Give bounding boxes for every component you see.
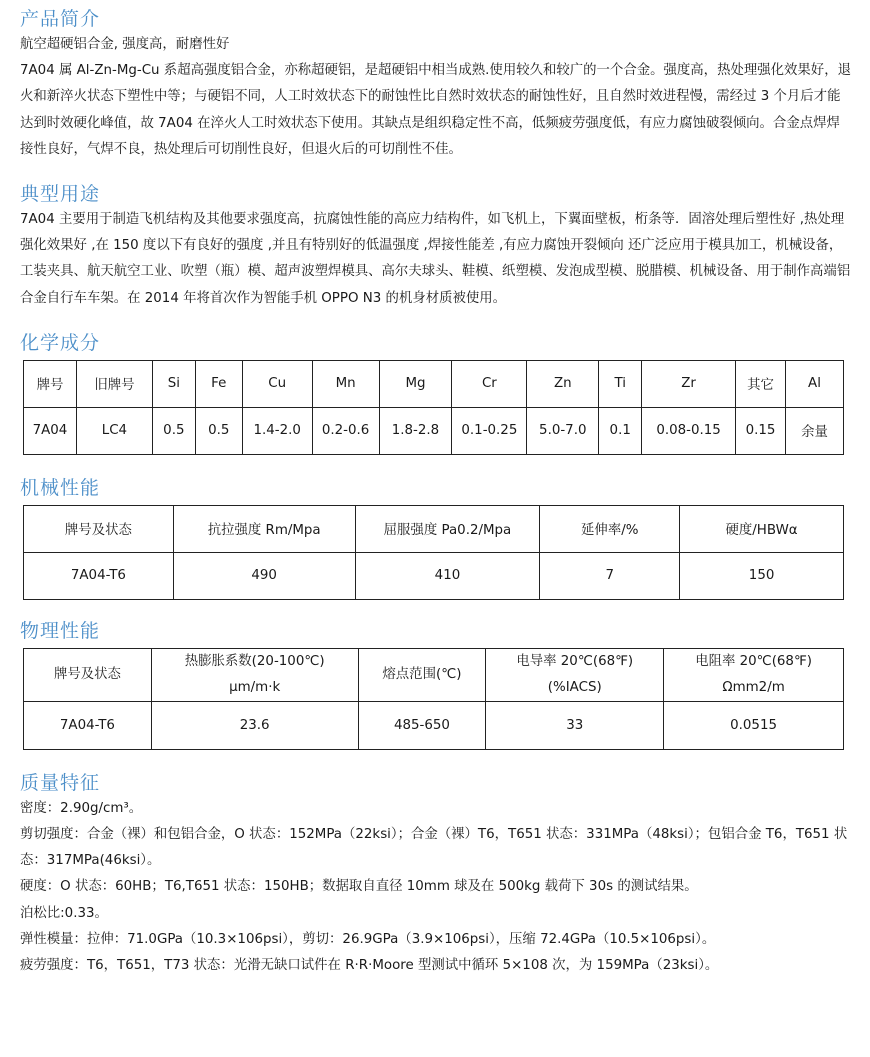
header-unit: (%IACS) [547,679,602,695]
table-cell: 0.0515 [664,701,844,749]
table-cell: 0.2-0.6 [312,407,379,454]
table-header-cell: Ti [599,360,642,407]
composition-table [23,360,844,455]
table-cell: 7A04-T6 [24,552,174,599]
mechanical-table [23,505,844,600]
intro-title: 产品简介 [20,8,101,30]
composition-title: 化学成分 [20,331,101,354]
header-line: 熔点范围(℃) [382,666,462,682]
table-cell: 7A04-T6 [24,701,152,749]
physical-title: 物理性能 [20,619,101,642]
table-cell: 7 [540,552,680,599]
intro-subtitle: 航空超硬铝合金, 强度高，耐磨性好 [20,37,230,52]
table-header-cell: Mg [379,360,452,407]
table-header-cell: Zr [642,360,736,407]
header-unit: μm/m·k [229,679,281,695]
table-cell: 1.4-2.0 [242,407,312,454]
mechanical-header-row [24,505,844,552]
table-header-cell: 硬度/HBWα [680,505,844,552]
header-unit: Ωmm2/m [722,679,785,695]
table-header-cell: Cu [242,360,312,407]
composition-header-row [24,360,844,407]
usage-title: 典型用途 [20,183,101,206]
table-cell: 490 [173,552,355,599]
header-line: 电导率 20℃(68℉) [516,653,634,669]
physical-table [23,648,844,750]
table-cell: 1.8-2.8 [379,407,452,454]
table-header-cell: 牌号 [24,360,77,407]
table-header-cell [24,648,152,701]
table-header-cell: Zn [527,360,599,407]
table-cell: 余量 [786,407,844,454]
table-header-cell: 屈服强度 Pa0.2/Mpa [355,505,540,552]
table-header-cell: Si [152,360,195,407]
intro-section [20,6,852,163]
table-header-cell: Al [786,360,844,407]
header-line: 电阻率 20℃(68℉) [695,653,812,669]
table-cell: 7A04 [24,407,77,454]
quality-title: 质量特征 [20,771,101,794]
quality-density: 密度：2.90g/cm³。 [20,800,143,816]
table-header-cell: 其它 [736,360,786,407]
table-header-cell [358,648,486,701]
table-cell: 0.1-0.25 [452,407,527,454]
table-header-cell: Fe [195,360,242,407]
table-cell: 23.6 [151,701,358,749]
header-line: 牌号及状态 [53,666,121,682]
usage-body: 7A04 主要用于制造飞机结构及其他要求强度高，抗腐蚀性能的高应力结构件，如飞机上，下翼面壁板，桁条等．固溶处理后塑性好 ,热处理强化效果好 ,在 150 度以下有良好的强度 ,并且有特别好的低温强度 ,焊接性能差 ,有应力腐蚀开裂倾向 还广泛应用于模具加工，机械设备，工装夹具、航天航空工业、吹塑（瓶）模、超声波塑焊模具、高尔夫球头、鞋模、纸塑模、发泡成型模、脱腊模、机械设备、用于制作高端铝合金自行车车架。在 2014 年将首次作为智能手机 OPPO N3 的机身材质被使用。 [20,212,851,306]
table-row [24,407,844,454]
intro-body: 7A04 属 Al-Zn-Mg-Cu 系超高强度铝合金，亦称超硬铝，是超硬铝中相当成熟.使用较久和较广的一个合金。强度高，热处理强化效果好，退火和新淬火状态下塑性中等；与硬铝不同，人工时效状态下的耐蚀性比自然时效状态的耐蚀性好，且自然时效进程慢，需经过 3 个月后才能达到时效硬化峰值，故 7A04 在淬火人工时效状态下使用。其缺点是组织稳定性不高，低频疲劳强度低，有应力腐蚀破裂倾向。合金点焊焊接性良好，气焊不良，热处理后可切削性良好，但退火后的可切削性不佳。 [20,63,851,157]
table-row [24,701,844,749]
table-cell: LC4 [76,407,152,454]
table-cell: 5.0-7.0 [527,407,599,454]
table-header-cell: 延伸率/% [540,505,680,552]
table-header-cell: 抗拉强度 Rm/Mpa [173,505,355,552]
table-cell: 0.1 [599,407,642,454]
mechanical-title: 机械性能 [20,476,101,499]
table-cell: 0.5 [195,407,242,454]
table-header-cell: Mn [312,360,379,407]
table-cell: 0.15 [736,407,786,454]
quality-poisson-ratio: 泊松比:0.33。 [20,905,108,921]
table-header-cell: 牌号及状态 [24,505,174,552]
table-row [24,552,844,599]
table-cell: 150 [680,552,844,599]
physical-section [20,618,852,750]
quality-section [20,770,852,979]
quality-shear-strength: 剪切强度：合金（裸）和包铝合金，O 状态：152MPa（22ksi）；合金（裸）T6，T651 状态：331MPa（48ksi）；包铝合金 T6，T651 状态：317MPa(46ksi）。 [20,827,848,869]
table-cell: 0.5 [152,407,195,454]
table-header-cell [151,648,358,701]
mechanical-section [20,475,852,600]
composition-section [20,330,852,455]
table-header-cell [664,648,844,701]
table-cell: 410 [355,552,540,599]
page-content [20,0,852,979]
table-cell: 485-650 [358,701,486,749]
table-cell: 0.08-0.15 [642,407,736,454]
header-line: 热膨胀系数(20-100℃) [184,653,325,669]
physical-header-row [24,648,844,701]
table-header-cell: 旧牌号 [76,360,152,407]
quality-fatigue-strength: 疲劳强度：T6，T651，T73 状态：光滑无缺口试件在 R·R·Moore 型测试中循环 5×108 次，为 159MPa（23ksi）。 [20,958,719,974]
quality-elastic-modulus: 弹性模量：拉伸：71.0GPa（10.3×106psi），剪切：26.9GPa（3.9×106psi），压缩 72.4GPa（10.5×106psi）。 [20,931,716,947]
table-header-cell [486,648,664,701]
table-header-cell: Cr [452,360,527,407]
table-cell: 33 [486,701,664,749]
usage-section [20,181,852,312]
quality-hardness: 硬度：O 状态：60HB；T6,T651 状态：150HB；数据取自直径 10mm 球及在 500kg 载荷下 30s 的测试结果。 [20,879,698,895]
